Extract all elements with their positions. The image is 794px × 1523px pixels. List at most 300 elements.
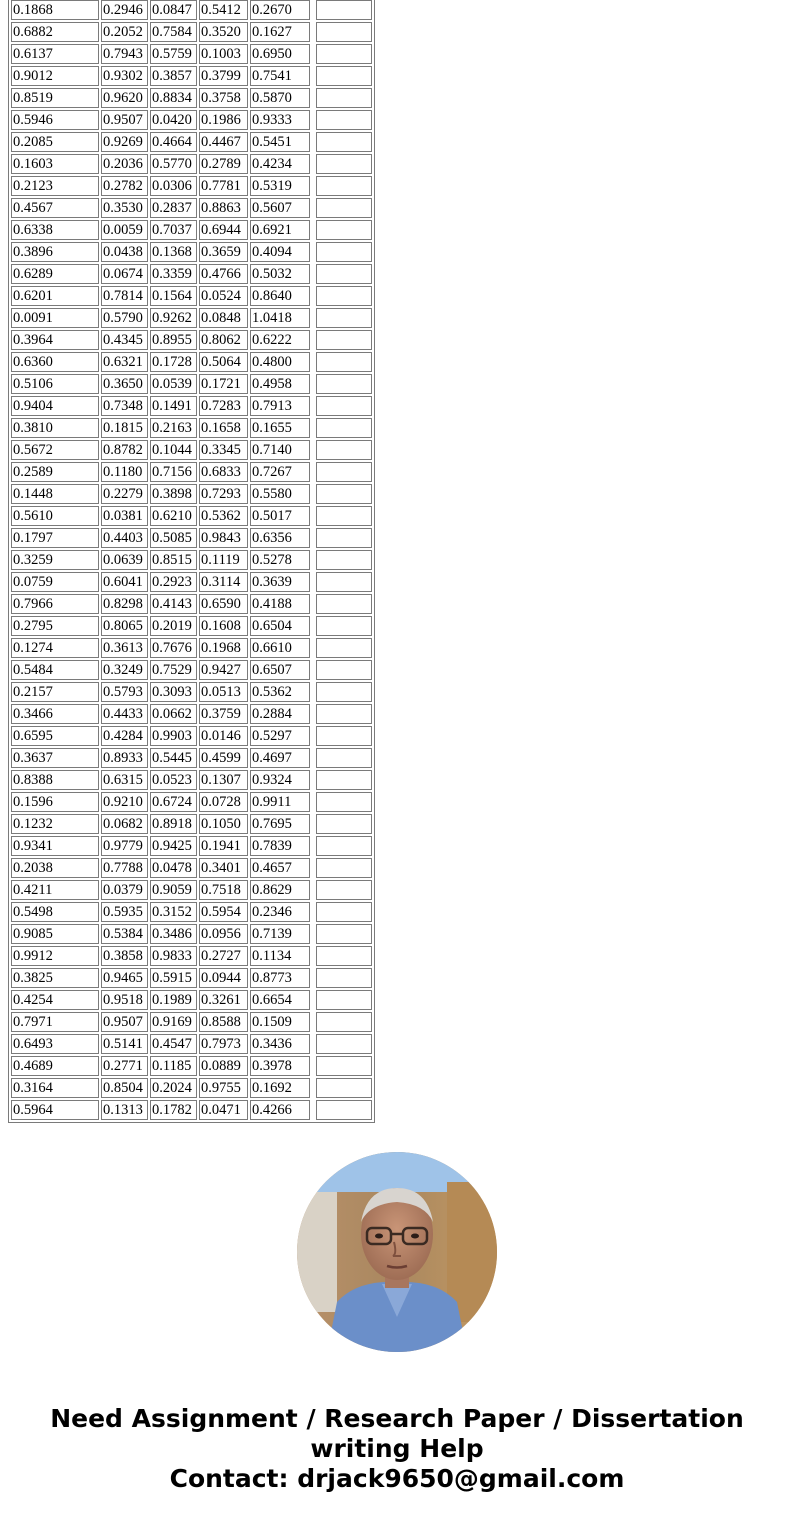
table-cell: 0.1868 (11, 0, 99, 20)
table-cell: 0.9302 (101, 66, 148, 86)
table-cell: 0.9341 (11, 836, 99, 856)
table-cell: 0.2789 (199, 154, 248, 174)
table-row (11, 22, 372, 42)
table-cell (316, 176, 372, 196)
table-cell (316, 880, 372, 900)
table-cell: 0.5935 (101, 902, 148, 922)
table-cell: 0.1989 (150, 990, 197, 1010)
table-row (11, 154, 372, 174)
table-cell: 0.8918 (150, 814, 197, 834)
table-cell: 0.4657 (250, 858, 310, 878)
table-cell: 0.9262 (150, 308, 197, 328)
table-spacer (312, 242, 314, 262)
table-cell (316, 858, 372, 878)
table-row (11, 352, 372, 372)
table-cell: 0.7518 (199, 880, 248, 900)
table-row (11, 198, 372, 218)
table-cell: 0.9425 (150, 836, 197, 856)
table-cell: 0.2946 (101, 0, 148, 20)
table-cell (316, 506, 372, 526)
table-row (11, 440, 372, 460)
table-cell: 0.7676 (150, 638, 197, 658)
table-cell (316, 660, 372, 680)
table-cell: 0.6944 (199, 220, 248, 240)
table-cell: 0.2795 (11, 616, 99, 636)
table-spacer (312, 418, 314, 438)
table-cell: 0.2036 (101, 154, 148, 174)
table-cell: 0.3639 (250, 572, 310, 592)
table-cell: 0.1797 (11, 528, 99, 548)
table-cell: 0.5793 (101, 682, 148, 702)
table-row (11, 594, 372, 614)
table-spacer (312, 220, 314, 240)
table-cell: 0.4766 (199, 264, 248, 284)
table-cell: 0.4403 (101, 528, 148, 548)
table-cell: 0.9465 (101, 968, 148, 988)
table-spacer (312, 528, 314, 548)
table-spacer (312, 726, 314, 746)
table-spacer (312, 396, 314, 416)
table-spacer (312, 990, 314, 1010)
table-spacer (312, 66, 314, 86)
table-cell: 0.7966 (11, 594, 99, 614)
table-cell: 0.7541 (250, 66, 310, 86)
data-table-body (11, 0, 372, 1120)
table-cell: 0.5870 (250, 88, 310, 108)
table-cell: 0.2346 (250, 902, 310, 922)
table-cell: 0.9333 (250, 110, 310, 130)
table-cell: 0.4234 (250, 154, 310, 174)
table-cell: 0.1658 (199, 418, 248, 438)
table-cell (316, 682, 372, 702)
table-spacer (312, 1100, 314, 1120)
table-cell (316, 968, 372, 988)
table-row (11, 330, 372, 350)
table-spacer (312, 330, 314, 350)
table-cell: 0.1721 (199, 374, 248, 394)
table-cell: 0.7814 (101, 286, 148, 306)
table-cell: 0.4958 (250, 374, 310, 394)
table-row (11, 462, 372, 482)
table-cell: 0.9912 (11, 946, 99, 966)
table-cell: 0.6654 (250, 990, 310, 1010)
table-cell: 0.5017 (250, 506, 310, 526)
table-spacer (312, 1034, 314, 1054)
table-cell: 0.1307 (199, 770, 248, 790)
table-cell: 0.1185 (150, 1056, 197, 1076)
table-cell: 0.0956 (199, 924, 248, 944)
table-row (11, 726, 372, 746)
table-cell (316, 616, 372, 636)
table-cell: 0.2279 (101, 484, 148, 504)
table-row (11, 770, 372, 790)
table-cell: 0.8933 (101, 748, 148, 768)
table-cell: 0.6590 (199, 594, 248, 614)
table-cell: 0.3261 (199, 990, 248, 1010)
table-spacer (312, 308, 314, 328)
table-spacer (312, 770, 314, 790)
table-cell: 0.5915 (150, 968, 197, 988)
table-cell: 0.5607 (250, 198, 310, 218)
table-row (11, 418, 372, 438)
table-cell: 0.0438 (101, 242, 148, 262)
table-row (11, 880, 372, 900)
table-spacer (312, 682, 314, 702)
table-cell (316, 1012, 372, 1032)
table-row (11, 550, 372, 570)
table-cell: 0.0146 (199, 726, 248, 746)
table-cell: 0.6493 (11, 1034, 99, 1054)
table-cell: 0.8515 (150, 550, 197, 570)
table-cell: 0.1627 (250, 22, 310, 42)
table-row (11, 1078, 372, 1098)
table-spacer (312, 110, 314, 130)
table-cell: 0.4599 (199, 748, 248, 768)
table-cell: 0.3637 (11, 748, 99, 768)
table-cell: 0.4800 (250, 352, 310, 372)
table-spacer (312, 902, 314, 922)
table-cell: 0.2024 (150, 1078, 197, 1098)
table-row (11, 638, 372, 658)
table-cell: 0.5498 (11, 902, 99, 922)
table-cell: 0.2038 (11, 858, 99, 878)
table-cell: 0.7529 (150, 660, 197, 680)
table-spacer (312, 22, 314, 42)
table-cell: 0.5085 (150, 528, 197, 548)
table-cell: 0.1608 (199, 616, 248, 636)
table-cell (316, 220, 372, 240)
table-cell: 0.2123 (11, 176, 99, 196)
table-cell: 0.3520 (199, 22, 248, 42)
table-cell: 0.9269 (101, 132, 148, 152)
table-cell: 0.8388 (11, 770, 99, 790)
table-cell: 0.8062 (199, 330, 248, 350)
table-cell (316, 836, 372, 856)
table-row (11, 132, 372, 152)
table-row (11, 572, 372, 592)
table-cell: 0.1986 (199, 110, 248, 130)
table-row (11, 1034, 372, 1054)
table-cell (316, 748, 372, 768)
table-cell: 0.1044 (150, 440, 197, 460)
table-cell: 0.0478 (150, 858, 197, 878)
table-cell: 0.5384 (101, 924, 148, 944)
table-cell: 0.3857 (150, 66, 197, 86)
table-spacer (312, 880, 314, 900)
table-cell: 0.2923 (150, 572, 197, 592)
table-cell: 0.3401 (199, 858, 248, 878)
table-cell (316, 396, 372, 416)
table-cell: 0.6507 (250, 660, 310, 680)
table-cell (316, 990, 372, 1010)
table-row (11, 0, 372, 20)
table-cell: 0.1274 (11, 638, 99, 658)
table-row (11, 792, 372, 812)
table-cell (316, 1100, 372, 1120)
table-spacer (312, 352, 314, 372)
table-cell: 0.9779 (101, 836, 148, 856)
table-cell: 0.3164 (11, 1078, 99, 1098)
table-cell: 0.5141 (101, 1034, 148, 1054)
table-cell: 0.5484 (11, 660, 99, 680)
table-cell: 0.7584 (150, 22, 197, 42)
table-cell: 0.4211 (11, 880, 99, 900)
table-cell: 0.0381 (101, 506, 148, 526)
table-spacer (312, 572, 314, 592)
table-cell: 0.2019 (150, 616, 197, 636)
table-cell (316, 814, 372, 834)
table-cell: 0.5954 (199, 902, 248, 922)
table-cell: 0.0682 (101, 814, 148, 834)
table-cell: 0.1603 (11, 154, 99, 174)
table-cell: 0.2157 (11, 682, 99, 702)
data-table-container (8, 0, 375, 1123)
table-cell: 0.0306 (150, 176, 197, 196)
table-row (11, 286, 372, 306)
table-spacer (312, 594, 314, 614)
table-cell: 0.4433 (101, 704, 148, 724)
table-spacer (312, 704, 314, 724)
table-cell: 0.4094 (250, 242, 310, 262)
table-cell (316, 110, 372, 130)
table-cell: 0.7348 (101, 396, 148, 416)
table-cell: 0.7973 (199, 1034, 248, 1054)
table-cell: 0.2884 (250, 704, 310, 724)
promo-line-1: Need Assignment / Research Paper / Dissertation (50, 1404, 744, 1433)
table-cell: 0.5032 (250, 264, 310, 284)
table-row (11, 396, 372, 416)
table-cell: 0.6724 (150, 792, 197, 812)
table-cell: 0.1050 (199, 814, 248, 834)
table-spacer (312, 88, 314, 108)
table-cell (316, 22, 372, 42)
table-cell: 0.0379 (101, 880, 148, 900)
table-cell: 0.0728 (199, 792, 248, 812)
table-row (11, 374, 372, 394)
table-cell: 0.1509 (250, 1012, 310, 1032)
table-cell: 1.0418 (250, 308, 310, 328)
table-row (11, 264, 372, 284)
table-cell: 0.4567 (11, 198, 99, 218)
table-cell: 0.3359 (150, 264, 197, 284)
table-cell: 0.1941 (199, 836, 248, 856)
table-cell: 0.1815 (101, 418, 148, 438)
table-row (11, 506, 372, 526)
table-cell: 0.4345 (101, 330, 148, 350)
table-cell (316, 726, 372, 746)
table-cell: 0.7788 (101, 858, 148, 878)
table-cell: 0.2727 (199, 946, 248, 966)
table-cell: 0.7913 (250, 396, 310, 416)
table-row (11, 990, 372, 1010)
table-cell (316, 792, 372, 812)
table-row (11, 902, 372, 922)
table-cell: 0.0847 (150, 0, 197, 20)
table-cell (316, 594, 372, 614)
table-cell: 0.9404 (11, 396, 99, 416)
table-cell: 0.9911 (250, 792, 310, 812)
table-cell (316, 154, 372, 174)
table-cell: 0.3825 (11, 968, 99, 988)
table-cell: 0.3759 (199, 704, 248, 724)
table-row (11, 1012, 372, 1032)
table-cell: 0.3978 (250, 1056, 310, 1076)
table-cell (316, 924, 372, 944)
table-row (11, 1100, 372, 1120)
table-row (11, 176, 372, 196)
table-row (11, 946, 372, 966)
table-spacer (312, 286, 314, 306)
table-cell: 0.9903 (150, 726, 197, 746)
table-cell: 0.3259 (11, 550, 99, 570)
table-cell (316, 946, 372, 966)
table-spacer (312, 264, 314, 284)
table-cell: 0.0944 (199, 968, 248, 988)
table-cell (316, 572, 372, 592)
table-cell: 0.7971 (11, 1012, 99, 1032)
table-cell: 0.1134 (250, 946, 310, 966)
table-cell: 0.1491 (150, 396, 197, 416)
table-cell: 0.5759 (150, 44, 197, 64)
table-cell: 0.8065 (101, 616, 148, 636)
table-cell: 0.9324 (250, 770, 310, 790)
table-cell: 0.3659 (199, 242, 248, 262)
table-cell: 0.5672 (11, 440, 99, 460)
table-cell: 0.3810 (11, 418, 99, 438)
table-cell: 0.4188 (250, 594, 310, 614)
table-row (11, 484, 372, 504)
table-cell: 0.8782 (101, 440, 148, 460)
table-cell: 0.6041 (101, 572, 148, 592)
table-cell: 0.6504 (250, 616, 310, 636)
table-cell: 0.0420 (150, 110, 197, 130)
table-spacer (312, 462, 314, 482)
table-cell: 0.5580 (250, 484, 310, 504)
table-spacer (312, 506, 314, 526)
table-cell: 0.3858 (101, 946, 148, 966)
table-cell: 0.0848 (199, 308, 248, 328)
table-spacer (312, 132, 314, 152)
table-cell: 0.3898 (150, 484, 197, 504)
table-cell: 0.8629 (250, 880, 310, 900)
table-cell: 0.9843 (199, 528, 248, 548)
table-cell: 0.3436 (250, 1034, 310, 1054)
avatar (297, 1152, 497, 1352)
table-cell (316, 484, 372, 504)
table-cell: 0.4467 (199, 132, 248, 152)
table-cell: 0.3650 (101, 374, 148, 394)
table-spacer (312, 1056, 314, 1076)
table-cell: 0.8588 (199, 1012, 248, 1032)
promo-contact-line: Contact: drjack9650@gmail.com (169, 1464, 625, 1493)
table-cell: 0.6882 (11, 22, 99, 42)
table-cell (316, 638, 372, 658)
table-spacer (312, 484, 314, 504)
table-row (11, 858, 372, 878)
table-cell: 0.2771 (101, 1056, 148, 1076)
table-cell: 0.3530 (101, 198, 148, 218)
table-cell: 0.8504 (101, 1078, 148, 1098)
table-cell: 0.5451 (250, 132, 310, 152)
table-cell: 0.3799 (199, 66, 248, 86)
table-cell: 0.7139 (250, 924, 310, 944)
data-table (8, 0, 375, 1123)
table-row (11, 242, 372, 262)
avatar-photo-icon (297, 1152, 497, 1352)
table-cell: 0.1596 (11, 792, 99, 812)
table-cell: 0.5362 (250, 682, 310, 702)
table-cell: 0.5362 (199, 506, 248, 526)
table-cell: 0.5964 (11, 1100, 99, 1120)
table-cell: 0.5064 (199, 352, 248, 372)
table-cell: 0.4143 (150, 594, 197, 614)
table-cell (316, 264, 372, 284)
table-cell: 0.0889 (199, 1056, 248, 1076)
table-row (11, 682, 372, 702)
table-cell: 0.6921 (250, 220, 310, 240)
table-cell (316, 528, 372, 548)
table-cell: 0.5445 (150, 748, 197, 768)
table-cell: 0.0759 (11, 572, 99, 592)
table-spacer (312, 44, 314, 64)
table-row (11, 88, 372, 108)
table-cell: 0.6338 (11, 220, 99, 240)
table-cell: 0.3466 (11, 704, 99, 724)
table-cell: 0.4689 (11, 1056, 99, 1076)
table-cell: 0.5412 (199, 0, 248, 20)
table-row (11, 66, 372, 86)
table-spacer (312, 946, 314, 966)
table-cell (316, 286, 372, 306)
table-cell: 0.7781 (199, 176, 248, 196)
table-cell: 0.6833 (199, 462, 248, 482)
table-cell (316, 770, 372, 790)
table-cell: 0.6222 (250, 330, 310, 350)
table-cell (316, 242, 372, 262)
table-cell: 0.0471 (199, 1100, 248, 1120)
table-row (11, 748, 372, 768)
table-cell: 0.0674 (101, 264, 148, 284)
table-cell: 0.2670 (250, 0, 310, 20)
table-row (11, 924, 372, 944)
table-cell: 0.4284 (101, 726, 148, 746)
table-cell: 0.1564 (150, 286, 197, 306)
table-cell: 0.1655 (250, 418, 310, 438)
table-cell: 0.6356 (250, 528, 310, 548)
table-cell (316, 1056, 372, 1076)
table-cell (316, 374, 372, 394)
table-cell: 0.5946 (11, 110, 99, 130)
table-cell: 0.1313 (101, 1100, 148, 1120)
table-cell: 0.8298 (101, 594, 148, 614)
table-cell: 0.5297 (250, 726, 310, 746)
table-spacer (312, 0, 314, 20)
table-row (11, 528, 372, 548)
table-cell: 0.8640 (250, 286, 310, 306)
table-cell: 0.3486 (150, 924, 197, 944)
table-row (11, 660, 372, 680)
table-row (11, 836, 372, 856)
table-spacer (312, 1012, 314, 1032)
table-spacer (312, 440, 314, 460)
table-cell (316, 440, 372, 460)
table-cell: 0.6595 (11, 726, 99, 746)
table-cell (316, 132, 372, 152)
table-cell: 0.3613 (101, 638, 148, 658)
table-row (11, 308, 372, 328)
table-cell: 0.1119 (199, 550, 248, 570)
table-cell: 0.7037 (150, 220, 197, 240)
